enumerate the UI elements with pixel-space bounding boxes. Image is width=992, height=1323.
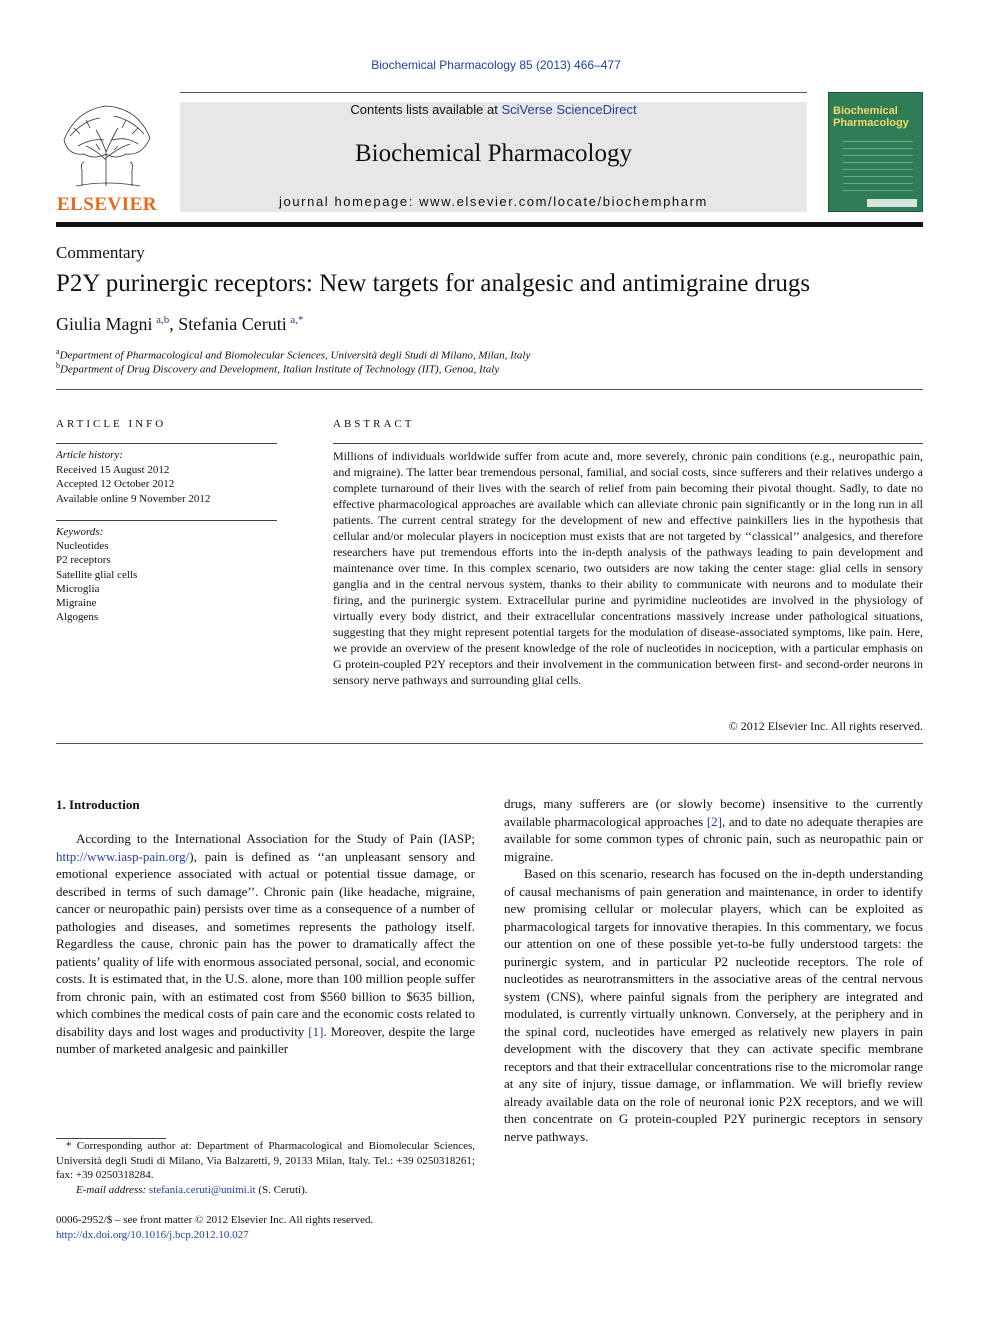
affiliation-marker: a <box>56 347 60 356</box>
affiliation-text: Department of Pharmacological and Biomolecular Sciences, Università degli Studi di Milano, Milan, Italy <box>59 349 531 362</box>
journal-homepage <box>180 194 807 209</box>
abstract-rule <box>333 443 923 444</box>
abstract-end-rule <box>56 743 923 744</box>
keyword: Migraine <box>56 597 97 610</box>
journal-title[interactable]: Biochemical Pharmacology <box>354 140 632 167</box>
tree-icon <box>56 100 158 188</box>
paragraph <box>504 795 923 865</box>
affiliation-marker: b <box>56 361 60 370</box>
keyword: Microglia <box>56 582 100 595</box>
elsevier-logo[interactable] <box>56 100 158 215</box>
front-matter-text: 0006-2952/$ – see front matter © 2012 Elsevier Inc. All rights reserved. <box>56 1214 374 1226</box>
history-online: Available online 9 November 2012 <box>56 492 211 505</box>
author-separator: , <box>169 314 179 334</box>
article-category: Commentary <box>56 243 145 262</box>
abstract-copyright: © 2012 Elsevier Inc. All rights reserved. <box>728 719 923 733</box>
section-heading-introduction: 1. Introduction <box>56 797 140 812</box>
history-received: Received 15 August 2012 <box>56 463 170 476</box>
affiliation-text: Department of Drug Discovery and Development, Italian Institute of Technology (IIT), Genoa, Italy <box>60 363 500 376</box>
email-suffix: (S. Ceruti). <box>255 1183 308 1196</box>
homepage-prefix: journal homepage: <box>279 194 420 209</box>
corresponding-author-text: * Corresponding author at: Department of Pharmacological and Biomolecular Sciences, Università degli Studi di Milano, Via Balzaretti, 9, 20133 Milan, Italy. Tel.: +39 0250318261; fax: +39 0250318284. <box>56 1140 475 1181</box>
text-run: . Moreover, despite the large number of marketed analgesic and painkiller <box>56 1023 475 1056</box>
abstract-heading: ABSTRACT <box>333 418 415 430</box>
keyword: P2 receptors <box>56 554 111 567</box>
history-accepted: Accepted 12 October 2012 <box>56 478 175 490</box>
article-history <box>56 448 277 506</box>
article-info-rule <box>56 443 277 444</box>
author-affiliation-ref[interactable]: a,* <box>290 314 304 326</box>
text-run: ), pain is defined as ‘‘an unpleasant sensory and emotional experience associated with actual or potential tissue damage, or described in terms of such damage’’. Chronic pain (like headache, migraine, cancer or neuropathic pain) persists over time as a consequence of a number of pathologies and diseases, and sometimes represents the pathology itself. Regardless the cause, chronic pain has the power to dramatically affect the patients’ quality of life with enormous associated personal, social, and economic costs. It is estimated that, in the U.S. alone, more than 100 million people suffer from chronic pain, with an estimated cost from $560 billion to $635 billion, which combines the medical costs of pain care and the economic costs related to disability days and lost wages and productivity <box>56 848 475 1039</box>
author-name: Giulia Magni <box>56 314 153 334</box>
text-run: , and to date no adequate therapies are available for some common types of chronic pain, such as neuropathic pain or migraine. <box>504 813 923 864</box>
sciencedirect-link[interactable]: SciVerse ScienceDirect <box>501 102 637 117</box>
history-label: Article history: <box>56 449 123 461</box>
title-block-rule <box>56 389 923 390</box>
keyword: Algogens <box>56 611 99 624</box>
paragraph <box>56 830 475 1058</box>
article-title: P2Y purinergic receptors: New targets for analgesic and antimigraine drugs <box>56 270 811 297</box>
text-run: According to the International Association for the Study of Pain (IASP; <box>76 831 475 846</box>
paragraph: Based on this scenario, research has focused on the in-depth understanding of causal mechanisms of pain generation and maintenance, in order to identify new promising cellular or molecular players, which can be exploited as pharmacological targets for innovative therapies. In this commentary, we focus our attention on one of these possible yet-to-be fully understood targets: the purinergic system, and in particular P2 nucleotide receptors. The role of nucleotides as neurotransmitters in the associative areas of the central nervous system (CNS), where painful signals from the periphery are integrated and modulated, is currently virtually unknown. Conversely, at the periphery and in the spinal cord, nucleotides have emerged as relatively new players in pain development with the discovery that they can activate specific membrane receptors and that their extracellular concentrations rise to the micromolar range at any site of injury, tissue damage, or inflammation. We will briefly review already available data on the role of neuronal ionic P2X receptors, and we will then concentrate on G protein-coupled P2Y purinergic receptors in sensory nerve pathways. <box>504 866 923 1144</box>
homepage-link[interactable]: www.elsevier.com/locate/biochempharm <box>419 194 708 209</box>
affiliation-a <box>56 347 530 362</box>
doi-link[interactable]: http://dx.doi.org/10.1016/j.bcp.2012.10.027 <box>56 1229 249 1241</box>
article-info-heading: ARTICLE INFO <box>56 418 167 430</box>
keywords-label: Keywords: <box>56 526 104 538</box>
contents-line <box>180 102 807 117</box>
journal-cover-thumbnail[interactable] <box>828 92 923 212</box>
affiliation-b <box>56 361 499 376</box>
keyword: Satellite glial cells <box>56 568 138 581</box>
email-label: E-mail address: <box>76 1183 149 1196</box>
cover-text-lines <box>843 135 913 195</box>
iasp-link[interactable]: http://www.iasp-pain.org/ <box>56 848 190 864</box>
citation-ref[interactable]: [2] <box>706 813 722 829</box>
corresponding-author-footnote <box>56 1139 475 1197</box>
body-column-left <box>56 830 475 1058</box>
body-column-right <box>504 795 923 1145</box>
journal-citation[interactable]: Biochemical Pharmacology 85 (2013) 466–477 <box>371 58 621 72</box>
keywords-rule <box>56 520 277 521</box>
author-list <box>56 314 303 335</box>
abstract-text: Millions of individuals worldwide suffer from acute and, more severely, chronic pain conditions (e.g., neuropathic pain, and migraine). The latter bear tremendous personal, familial, and social costs, since sufferers and their relatives undergo a complete turnaround of their lives with the search of relief from pain becoming their pivotal thought. Sadly, to date no effective pharmacological approaches are available which can alleviate chronic pain significantly or in the long run in all patients. The current central strategy for the development of new and effective painkillers lies in the hypothesis that cellular and/or molecular players in nociception must exists that are not targeted by ‘‘classical’’ analgesics, and therefore researchers have put tremendous efforts into the in-depth analysis of the pathways leading to pain development and maintenance over time. In this complex scenario, two outsiders are now taking the center stage: glial cells in sensory ganglia and in the central nervous system, thanks to their ability to communicate with neurons and to modulate their firing, and the purinergic system. Extracellular purine and pyrimidine nucleotides are involved in the physiology of virtually every body district, and their extracellular concentrations massively increase under pathological situations, suggesting that they might represent potential targets for the modulation of disease-associated symptoms, like pain. Here, we provide an overview of the present knowledge of the role of nucleotides in nociception, with a particular emphasis on G protein-coupled P2Y receptors and their involvement in the communication between first- and second-order neurons in sensory nerve pathways and surrounding glial cells. <box>333 449 923 687</box>
elsevier-wordmark: ELSEVIER <box>56 194 158 215</box>
cover-publisher-mark <box>867 199 917 207</box>
keywords <box>56 525 277 624</box>
contents-prefix: Contents lists available at <box>350 102 502 117</box>
front-matter <box>56 1213 373 1243</box>
author-affiliation-ref[interactable]: a,b <box>156 314 170 326</box>
text-run: drugs, many sufferers are (or slowly become) insensitive to the currently available pharmacological approaches <box>504 796 923 829</box>
author-name: Stefania Ceruti <box>178 314 287 334</box>
header-thick-rule <box>56 222 923 227</box>
header-rule <box>180 92 807 93</box>
email-link[interactable]: stefania.ceruti@unimi.it <box>148 1183 256 1196</box>
keyword: Nucleotides <box>56 540 109 553</box>
citation-ref[interactable]: [1] <box>308 1023 324 1039</box>
cover-title: Biochemical Pharmacology <box>833 105 909 129</box>
